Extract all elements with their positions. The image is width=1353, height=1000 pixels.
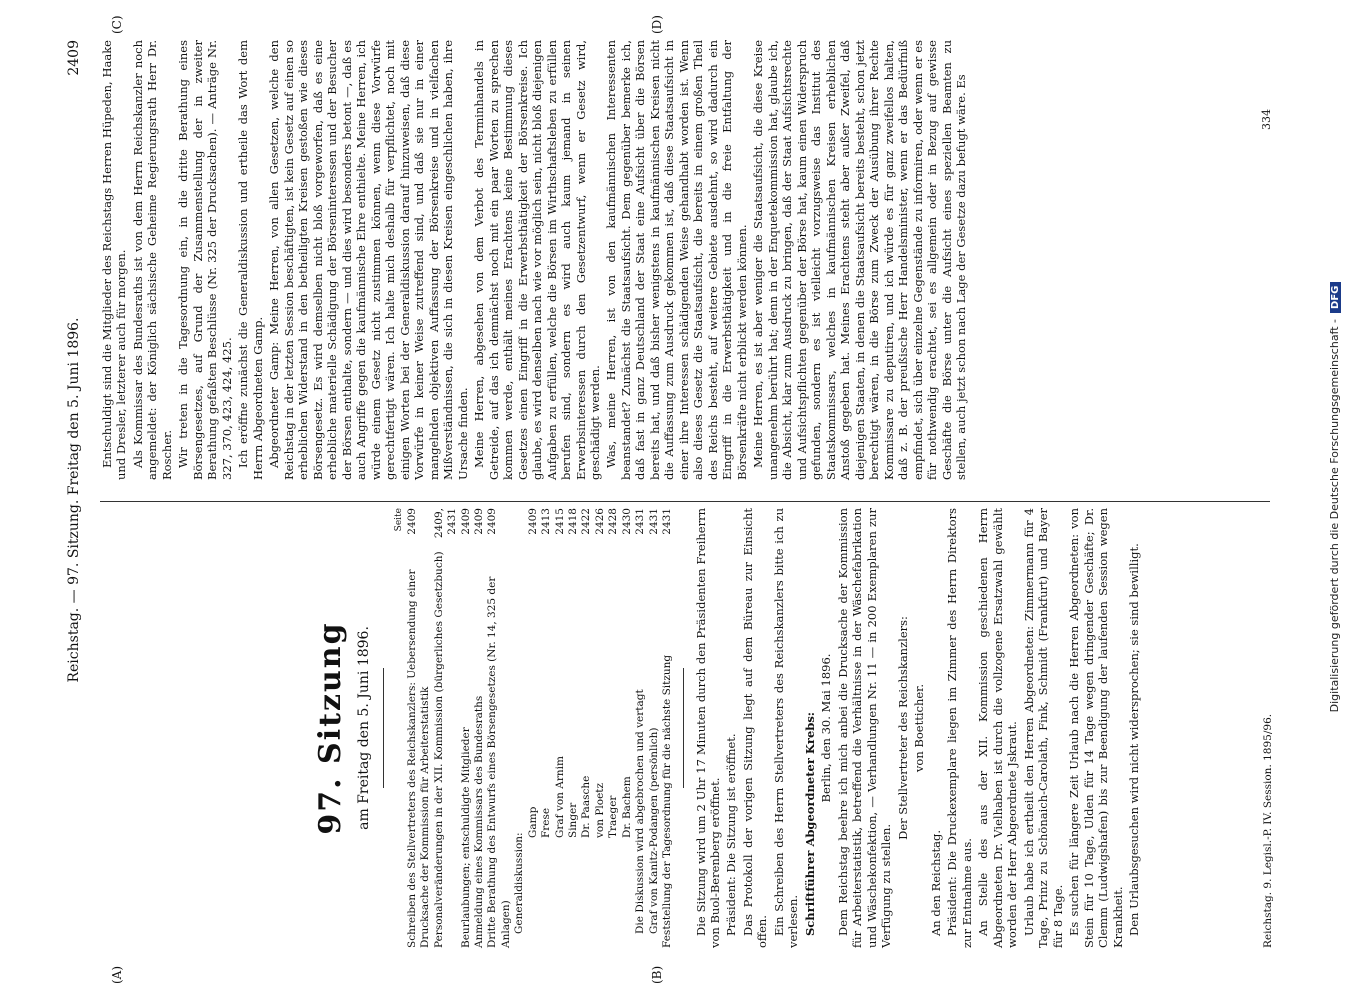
toc-row — [460, 508, 473, 948]
footer-left: Reichstag. 9. Legisl.-P. IV. Session. 1895/96. — [1262, 713, 1274, 948]
paragraph: Der Stellvertreter des Reichskanzlers: — [895, 616, 910, 840]
dfg-logo: DFG — [1330, 282, 1341, 313]
session-title: 97. Sitzung — [313, 621, 348, 835]
toc-row — [513, 508, 526, 948]
toc-seite-label: Seite — [394, 508, 405, 532]
toc-entry-page: 2409 — [459, 508, 472, 535]
toc-entry-text: Generaldiskussion: — [513, 832, 526, 934]
paragraph: Dem Reichstag beehre ich mich anbei die Drucksache der Kommission für Arbeiterstatistik, betreffend die Verhältnisse in der Wäschefabrikation und Wäschekonfektion, — Verhandlungen Nr. 11 — in 200 Exemplaren zur Verfügung zu stellen. — [835, 508, 894, 948]
toc-entry-text: Dr. Paasche — [580, 775, 593, 838]
toc-row — [406, 508, 433, 948]
left-column — [100, 508, 1144, 948]
margin-marker-a: (A) — [110, 965, 124, 984]
toc-entry-page: 2431 — [647, 508, 660, 535]
toc-entry-page: 2409 — [526, 508, 539, 535]
toc-entry-page — [513, 508, 526, 548]
paragraph: Abgeordneter Gamp: Meine Herren, von allen Gesetzen, welche den Reichstag in der letzten Session beschäftigten, ist kein Gesetz auf einen so erheblichen Widerstand in den betheiligten Kreisen gestoßen wie dieses Börsengesetz. Es wird demselben nicht bloß vorgeworfen, daß es eine erhebliche materielle Schädigung der Börseninteressen und der Besucher der Börsen enthalte, sondern — und dies wird besonders betont —, daß es auch Angriffe gegen die kaufmännische Ehre enthielte. Meine Herren, ich würde einem Gesetz nicht zustimmen können, wenn diese Vorwürfe gerechtfertigt wären. Ich halte mich deshalb für verpflichtet, noch mit einigen Worten bei der Generaldiskussion darauf hinzuweisen, daß diese Vorwürfe in keiner Weise zutreffend sind, und daß sie nur in einer mangelnden objektiven Auffassung der Börsenkreise und in vielfachen Mißverständnissen, die sich in diesen Kreisen eingeschlichen haben, ihre Ursache finden. — [267, 40, 470, 480]
right-body — [100, 40, 969, 480]
toc-row — [648, 508, 661, 948]
toc-entry-page: 2426 — [593, 508, 606, 535]
toc-entry-page: 2409 — [486, 508, 499, 535]
margin-marker-c: (C) — [110, 15, 124, 34]
paragraph: Den Urlaubsgesuchen wird nicht widersprochen; sie sind bewilligt. — [1127, 543, 1142, 936]
toc-entry-text: Die Diskussion wird abgebrochen und vertagt — [634, 689, 647, 934]
toc-row — [607, 508, 620, 948]
toc-entry-page: 2428 — [607, 508, 620, 535]
paragraph: Berlin, den 30. Mai 1896. — [819, 653, 834, 803]
paragraph: Entschuldigt sind die Mitglieder des Reichstags Herren Hüpeden, Haake und Dresler, letzterer auch für morgen. — [100, 40, 129, 480]
toc-row — [580, 508, 593, 948]
toc-entry-text: Dr. Bachem — [620, 776, 633, 838]
toc-entry-text: Singer — [567, 802, 579, 838]
paragraph: Das Protokoll der vorigen Sitzung liegt auf dem Büreau zur Einsicht offen. — [740, 508, 770, 948]
toc-entry-text: Personalveränderungen in der XII. Kommission (bürgerliches Gesetzbuch) — [432, 551, 445, 948]
paragraph: Präsident: Die Druckexemplare liegen im Zimmer des Herrn Direktors zur Entnahme aus. — [945, 508, 974, 948]
right-column — [100, 40, 971, 480]
toc-row — [554, 508, 567, 948]
toc-entry-text: Anmeldung eines Kommissars des Bundesraths — [472, 695, 485, 948]
footer-sheet-number: 334 — [1260, 109, 1273, 130]
header-title: Reichstag. — 97. Sitzung. Freitag den 5. Juni 1896. — [66, 317, 82, 683]
title-rule — [383, 668, 384, 788]
digitization-credit — [1328, 2, 1341, 992]
toc-entry-text: Schreiben des Stellvertreters des Reichskanzlers: Uebersendung einer Drucksache der Kommission für Arbeiterstatistik — [405, 569, 432, 948]
toc-entry-page: 2409 — [472, 508, 485, 535]
toc-entry-text: Gamp — [526, 806, 539, 838]
toc-row — [433, 508, 460, 948]
toc-entry-page: 2409, 2431 — [432, 508, 459, 539]
page-header — [66, 40, 90, 960]
toc-row — [486, 508, 513, 948]
toc-row — [540, 508, 553, 948]
left-body — [694, 508, 1142, 948]
toc-entry-text: Traeger — [607, 795, 620, 838]
paragraph: von Boetticher. — [912, 683, 927, 773]
margin-marker-d: (D) — [650, 15, 664, 34]
toc-row — [473, 508, 486, 948]
paragraph: Die Sitzung wird um 2 Uhr 17 Minuten durch den Präsidenten Freiherrn von Buol-Berenberg eröffnet. — [693, 508, 722, 948]
toc-entry-text: Frese — [540, 807, 553, 838]
paragraph: Präsident: Die Sitzung ist eröffnet. — [724, 733, 739, 936]
paragraph: Es suchen für längere Zeit Urlaub nach die Herren Abgeordneten: von Stein für 10 Tage, Ulden für 14 Tage wegen dringender Geschäfte; Dr. Clemm (Ludwigshafen) bis zur Beendigung der laufenden Session wegen Krankheit. — [1067, 508, 1125, 948]
paragraph: Urlaub habe ich ertheilt den Herren Abgeordneten: Zimmermann für 4 Tage, Prinz zu Schönaich-Carolath, Fink, Schmidt (Frankfurt) und Bayer für 8 Tage. — [1021, 508, 1065, 948]
toc-entry-page: 2430 — [620, 508, 633, 535]
paragraph: Wir treten in die Tagesordnung ein, in die dritte Berathung eines Börsengesetzes, auf Grund der Zusammenstellung der in zweiter Berathung gefaßten Beschlüsse (Nr. 325 der Drucksachen). — Anträge Nr. 327, 370, 423, 424, 425. — [176, 40, 234, 480]
table-of-contents — [406, 508, 675, 948]
toc-row — [661, 508, 674, 948]
paragraph: Ein Schreiben des Herrn Stellvertreters des Reichskanzlers bitte ich zu verlesen. — [771, 508, 801, 948]
toc-entry-page: 2413 — [540, 508, 553, 535]
toc-entry-text: Dritte Berathung des Entwurfs eines Börsengesetzes (Nr. 14, 325 der Anlagen) — [486, 576, 512, 948]
toc-entry-text: Graf von Arnim — [553, 756, 566, 838]
paragraph: Meine Herren, abgesehen von dem Verbot des Terminhandels in Getreide, auf das ich demnächst noch mit ein paar Worten zu sprechen kommen werde, enthält meines Erachtens keine Bestimmung dieses Gesetzes einen Eingriff in die Erwerbsthätigkeit der Börsenkreise. Ich glaube, es wird denselben nach wie vor möglich sein, nicht bloß diejenigen Aufgaben zu erfüllen, welche die Börsen im Wirthschaftsleben zu erfüllen berufen sind, sondern es wird auch kaum jemand in seinen Erwerbsinteressen durch den Gesetzentwurf, wenn er Gesetz wird, geschädigt werden. — [472, 40, 602, 480]
toc-entry-page: 2409 — [405, 508, 418, 535]
toc-row — [527, 508, 540, 948]
session-subtitle: am Freitag den 5. Juni 1896. — [355, 626, 372, 830]
header-page-number: 2409 — [66, 40, 82, 76]
paragraph: Ich eröffne zunächst die Generaldiskussion und ertheile das Wort dem Herrn Abgeordneten Gamp. — [236, 40, 265, 480]
toc-entry-page: 2415 — [553, 508, 566, 535]
toc-entry-page: 2431 — [661, 508, 674, 535]
margin-marker-b: (B) — [650, 965, 664, 984]
toc-row — [594, 508, 607, 948]
column-divider — [100, 501, 1270, 502]
paragraph: Als Kommissar des Bundesraths ist von dem Herrn Reichskanzler noch angemeldet: der Königlich sächsische Geheime Regierungsrath Herr Dr. Roscher. — [130, 40, 174, 480]
toc-row — [567, 508, 580, 948]
toc-entry-page: 2422 — [580, 508, 593, 535]
toc-row — [634, 508, 647, 948]
paragraph: An den Reichstag. — [928, 830, 943, 936]
toc-row — [621, 508, 634, 948]
paragraph: Was, meine Herren, ist von den kaufmännischen Interessenten beanstandet? Zunächst die Staatsaufsicht. Dem gegenüber bemerke ich, daß fast in ganz Deutschland der Staat eine Aufsicht über die Börsen bereits hat, und daß bisher wenigstens in kaufmännischen Kreisen nicht die Auffassung zum Ausdruck gekommen ist, daß diese Staatsaufsicht in einer ihre Interessen schädigenden Weise gehandhabt worden ist. Wenn also dieses Gesetz die Staatsaufsicht, die bereits in einem großen Theil des Reichs besteht, auf weitere Gebiete ausdehnt, so wird dadurch ein Eingriff in die Erwerbsthätigkeit und in die freie Entfaltung der Börsenkräfte nicht erblickt werden können. — [604, 40, 749, 480]
toc-entry-text: Feststellung der Tagesordnung für die nächste Sitzung — [661, 654, 674, 948]
paragraph: Schriftführer Abgeordneter Krebs: — [802, 711, 817, 936]
paragraph: An Stelle des aus der XII. Kommission geschiedenen Herrn Abgeordneten Dr. Vielhaben ist durch die vollzogene Ersatzwahl gewählt worden der Herr Abgeordnete Jskraut. — [976, 508, 1020, 948]
toc-entry-text: von Ploetz — [593, 782, 606, 838]
paragraph: Meine Herren, es ist aber weniger die Staatsaufsicht, die diese Kreise unangenehm berührt hat; denn in der Enquetekommission hat, glaube ich, die Absicht, klar zum Ausdruck zu bringen, daß der Staat Aufsichtsrechte und Aufsichtspflichten gegenüber der Börse hat, kaum einen Widerspruch gefunden, sondern es ist vielleicht vorzugsweise das Institut des Staatskommissars, welches in kaufmännischen Kreisen erheblichen Anstoß gegeben hat. Meines Erachtens steht aber außer Zweifel, daß diejenigen Staaten, in denen die Staatsaufsicht bereits besteht, schon jetzt berechtigt wären, in die Börse zum Zweck der Ausübung ihrer Rechte Kommissare zu deputiren, und ich würde es für ganz zweifellos halten, daß z. B. der preußische Herr Handelsminister, wenn er das Bedürfniß empfindet, sich über einzelne Gegenstände zu informiren, oder wenn er es für nothwendig erachtet, sei es allgemein oder in Bezug auf gewisse Geschäfte die Börse unter die Aufsicht eines speziellen Beamten zu stellen, auch jetzt schon nach Lage der Gesetze dazu befugt wäre. Es — [751, 40, 969, 480]
toc-entry-text: Beurlaubungen; entschuldigte Mitglieder — [459, 727, 472, 948]
credit-text: Digitalisierung gefördert durch die Deutsche Forschungsgemeinschaft - — [1328, 318, 1341, 713]
toc-entry-page: 2431 — [634, 508, 647, 535]
toc-entry-text: Graf von Kanitz-Podangen (persönlich) — [647, 727, 660, 934]
toc-rule — [683, 668, 684, 788]
toc-entry-page: 2418 — [567, 508, 579, 535]
